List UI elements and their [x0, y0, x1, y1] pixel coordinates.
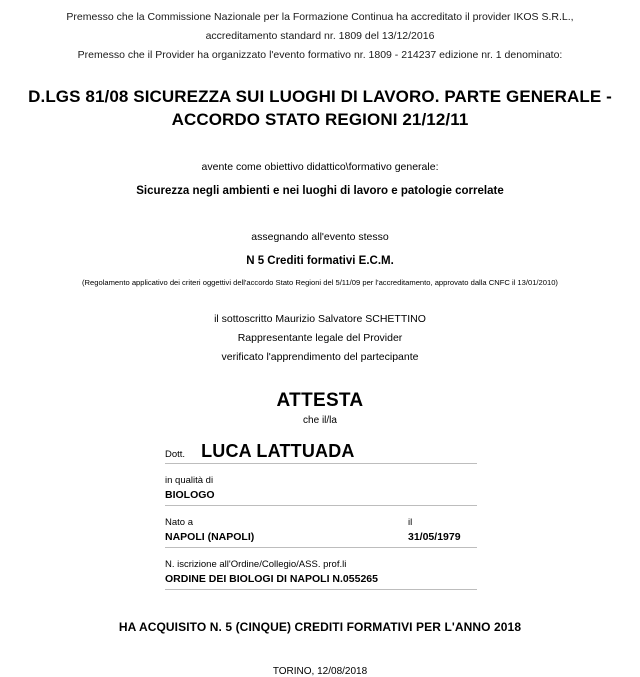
objective-block: [0, 159, 640, 201]
participant-birth-date-cell: [408, 515, 477, 545]
participant-birth-date-label: il: [408, 517, 413, 528]
participant-fields: [165, 441, 477, 590]
participant-birth-place-value: NAPOLI (NAPOLI): [165, 531, 255, 543]
attestation-block: [0, 389, 640, 429]
participant-birth-place-cell: [165, 515, 408, 545]
credits-regulation-note: (Regolamento applicativo dei criteri oggettivi dell'accordo Stato Regioni del 5/11/09 per l'accreditamento, approvato dalla CNFC il 13/01/2010): [82, 278, 558, 287]
signatory-line-2: Rappresentante legale del Provider: [237, 332, 403, 344]
signatory-line-1: il sottoscritto Maurizio Salvatore SCHETTINO: [214, 313, 426, 325]
objective-value: Sicurezza negli ambienti e nei luoghi di lavoro e patologie correlate: [136, 185, 504, 197]
participant-birth-place-label: Nato a: [165, 517, 193, 528]
attestation-heading: ATTESTA: [276, 390, 364, 411]
spacer: [165, 548, 477, 557]
participant-registration-row: [165, 557, 477, 590]
participant-birth-row: [165, 515, 477, 548]
attestation-subheading: che il/la: [303, 415, 337, 426]
credits-intro: assegnando all'evento stesso: [251, 231, 389, 243]
participant-salutation: Dott.: [165, 449, 186, 460]
preamble-line-3: Premesso che il Provider ha organizzato l'evento formativo nr. 1809 - 214237 edizione nr. 1 denominato:: [77, 49, 563, 61]
participant-registration-value: ORDINE DEI BIOLOGI DI NAPOLI N.055265: [165, 573, 378, 585]
preamble-line-2: accreditamento standard nr. 1809 del 13/12/2016: [205, 30, 435, 42]
spacer: [165, 506, 477, 515]
participant-role-label: in qualità di: [165, 475, 214, 486]
course-title: D.LGS 81/08 SICUREZZA SUI LUOGHI DI LAVORO. PARTE GENERALE - ACCORDO STATO REGIONI 21/12/11: [28, 87, 612, 129]
credits-value: N 5 Crediti formativi E.C.M.: [246, 255, 394, 267]
signatory-line-3: verificato l'apprendimento del partecipante: [221, 351, 419, 363]
signatory-block: [0, 310, 640, 367]
participant-name-row: [165, 441, 477, 464]
participant-role-row: [165, 473, 477, 506]
participant-role-value: BIOLOGO: [165, 489, 215, 501]
participant-registration-label: N. iscrizione all'Ordine/Collegio/ASS. prof.li: [165, 559, 347, 570]
spacer: [165, 464, 477, 473]
participant-full-name: LUCA LATTUADA: [201, 441, 355, 461]
preamble-block: [0, 0, 640, 65]
place-and-date: TORINO, 12/08/2018: [272, 666, 368, 677]
credits-block: [0, 229, 640, 290]
objective-intro: avente come obiettivo didattico\formativo generale:: [201, 161, 439, 173]
credits-acquired-statement: HA ACQUISITO N. 5 (CINQUE) CREDITI FORMATIVI PER L'ANNO 2018: [118, 620, 522, 634]
preamble-line-1: Premesso che la Commissione Nazionale per la Formazione Continua ha accreditato il provider IKOS S.R.L.,: [66, 11, 574, 23]
participant-birth-date-value: 31/05/1979: [408, 531, 461, 543]
